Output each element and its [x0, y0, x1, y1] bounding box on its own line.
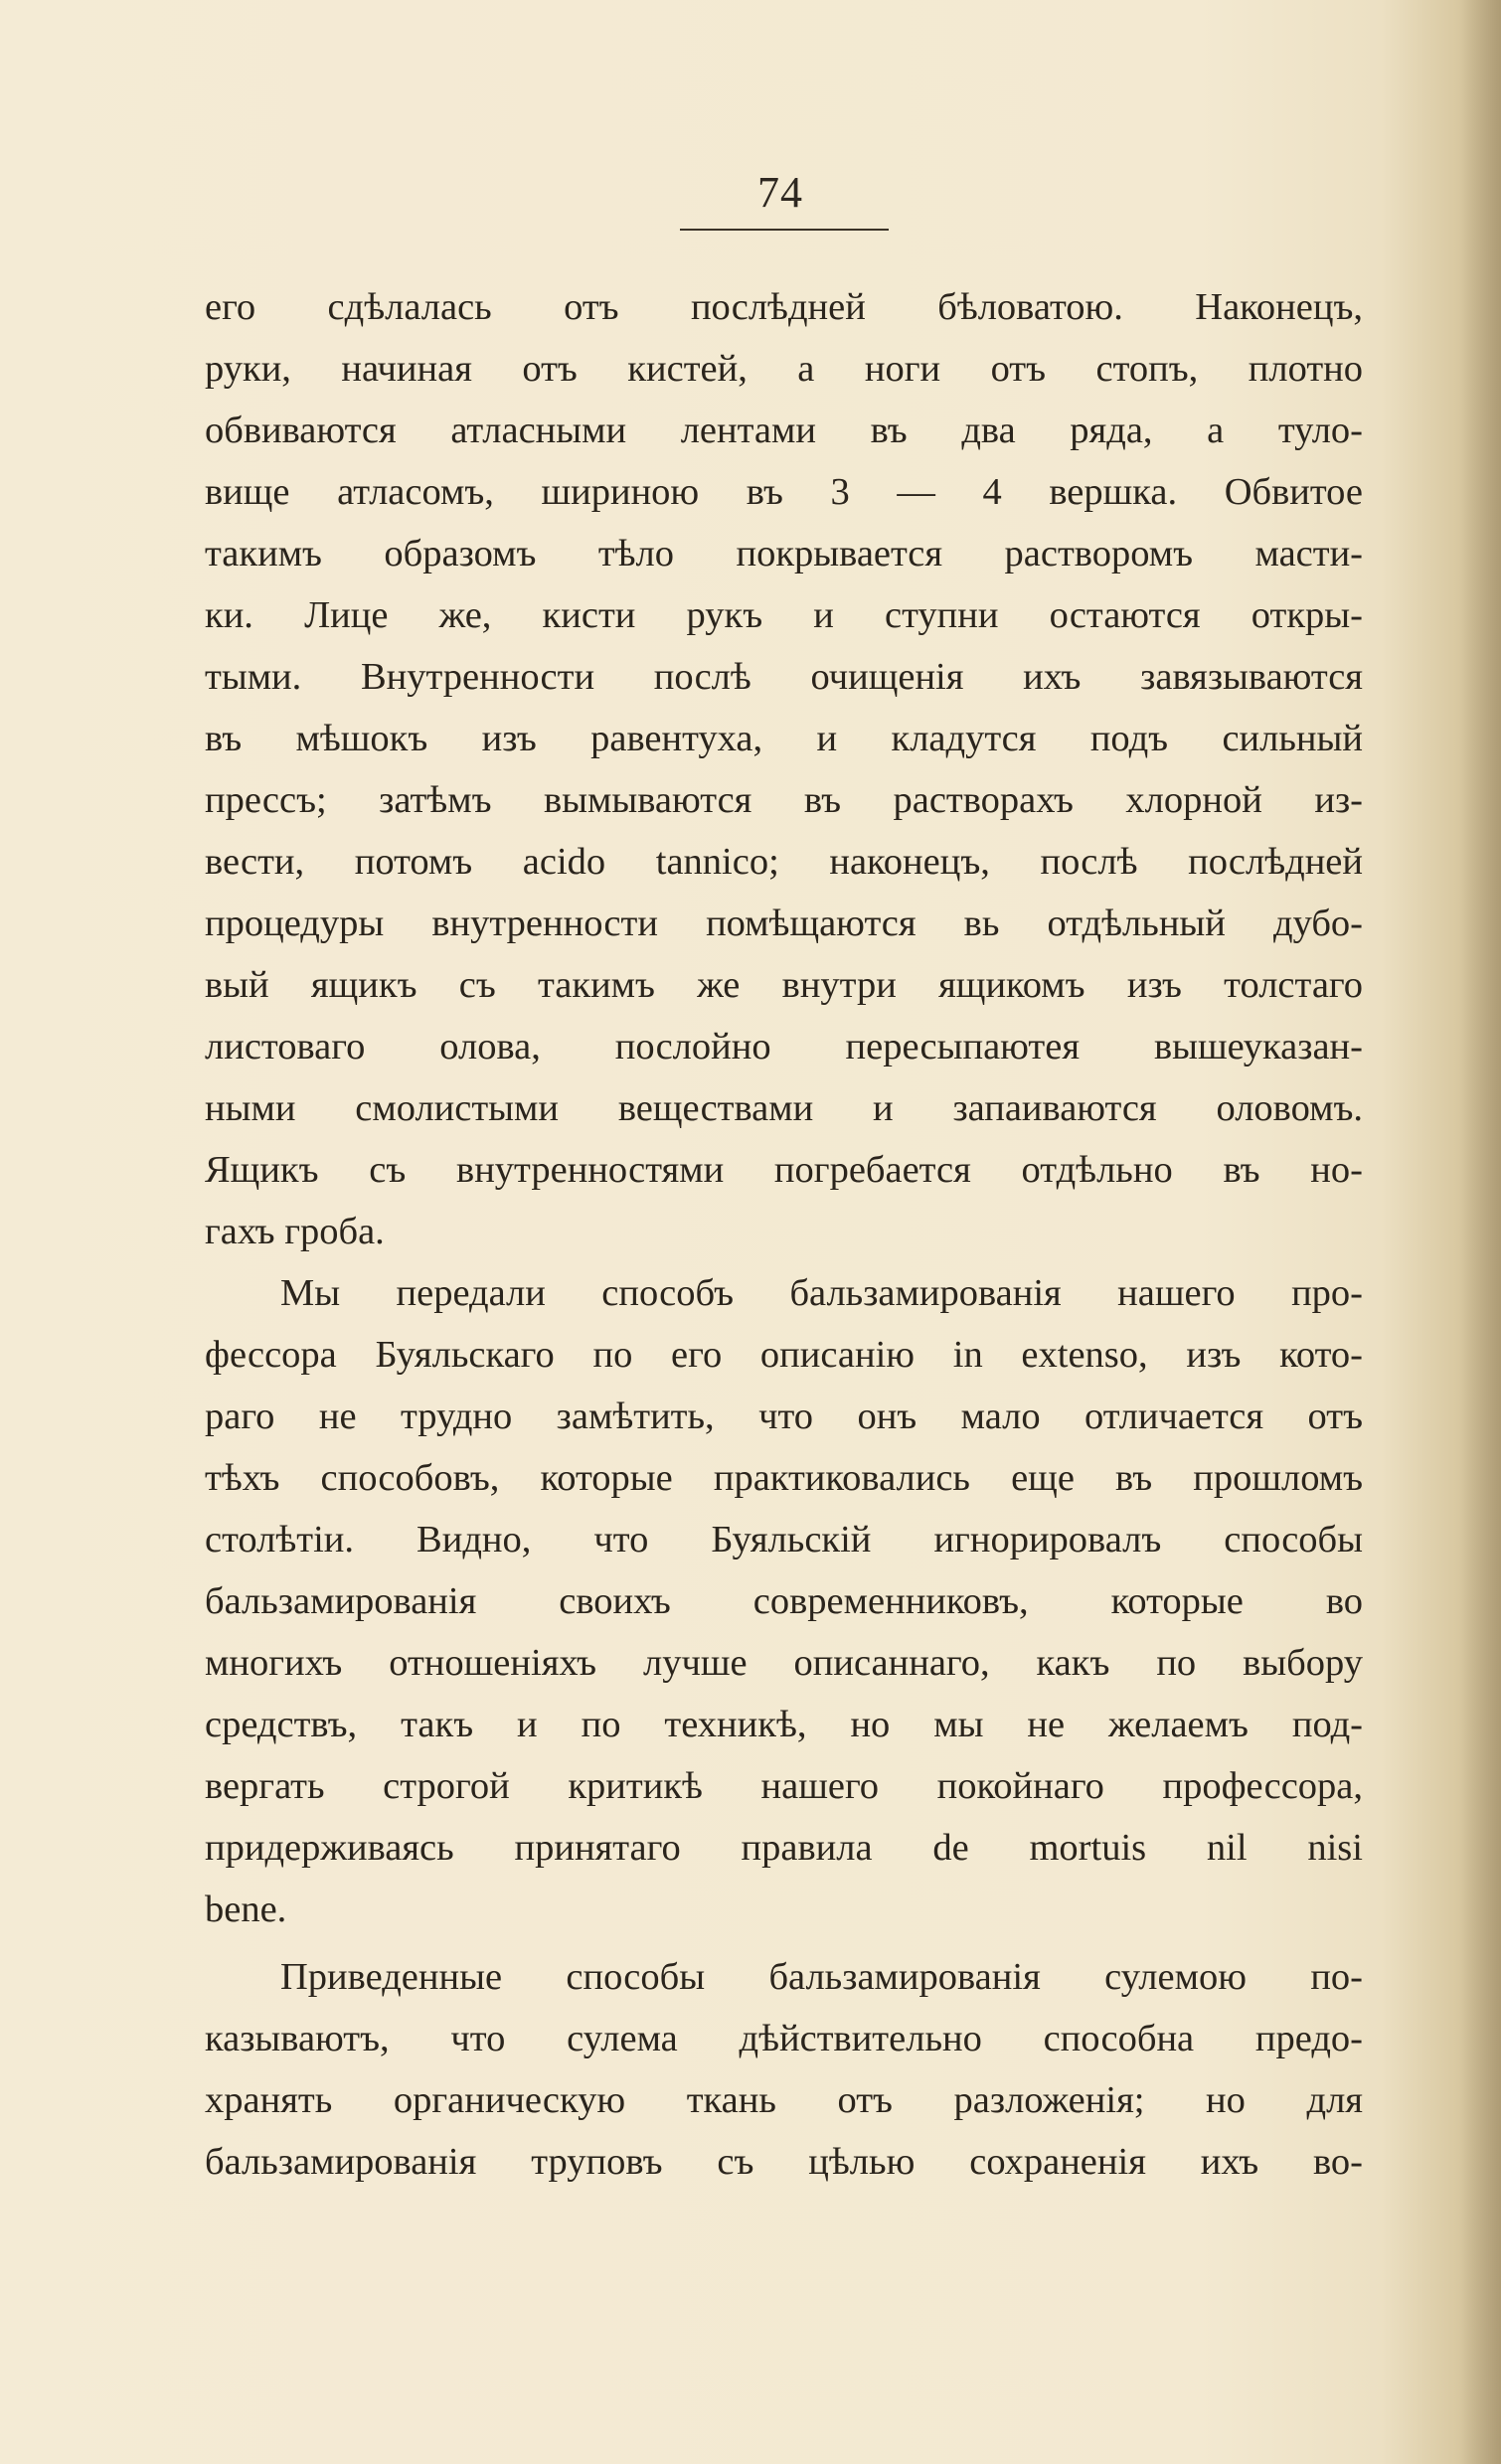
text-line: придерживаясь принятаго правила de mortuis nil nisi: [205, 1827, 1363, 1869]
text-line: вести, потомъ acido tannico; наконецъ, послѣ послѣдней: [205, 841, 1363, 883]
text-line: тѣхъ способовъ, которые практиковались еще въ прошломъ: [205, 1457, 1363, 1499]
text-line: средствъ, такъ и по техникѣ, но мы не желаемъ под-: [205, 1704, 1363, 1745]
paragraph: [205, 1946, 1363, 2193]
text-line: ными смолистыми веществами и запаиваются оловомъ.: [205, 1087, 1363, 1129]
text-line: въ мѣшокъ изъ равентуха, и кладутся подъ сильный: [205, 718, 1363, 759]
text-line: bene.: [205, 1889, 287, 1930]
page-edge-shadow: [1461, 0, 1501, 2464]
text-line: столѣтіи. Видно, что Буяльскій игнорировалъ способы: [205, 1519, 1363, 1561]
text-line: бальзамированія своихъ современниковъ, которые во: [205, 1580, 1363, 1622]
text-line: фессора Буяльскаго по его описанію in extenso, изъ кото-: [205, 1334, 1363, 1376]
text-line: многихъ отношеніяхъ лучше описаннаго, какъ по выбору: [205, 1642, 1363, 1684]
text-line: его сдѣлалась отъ послѣдней бѣловатою. Наконецъ,: [205, 286, 1363, 328]
text-line: бальзамированія труповъ съ цѣлью сохраненія ихъ во-: [205, 2141, 1363, 2183]
text-line: вергать строгой критикѣ нашего покойнаго профессора,: [205, 1765, 1363, 1807]
text-line: Приведенные способы бальзамированія сулемою по-: [280, 1956, 1363, 1998]
paragraph: [205, 1262, 1363, 1940]
page-number: 74: [757, 168, 803, 217]
header-rule: [680, 229, 889, 231]
text-line: тыми. Внутренности послѣ очищенія ихъ завязываются: [205, 656, 1363, 698]
text-line: листоваго олова, послойно пересыпаютея вышеуказан-: [205, 1026, 1363, 1068]
body-text: [205, 276, 1363, 2193]
text-line: обвиваются атласными лентами въ два ряда, а туло-: [205, 410, 1363, 451]
text-line: Мы передали способъ бальзамированія нашего про-: [280, 1272, 1363, 1314]
text-line: хранять органическую ткань отъ разложенія; но для: [205, 2079, 1363, 2121]
text-line: процедуры внутренности помѣщаются вь отдѣльный дубо-: [205, 903, 1363, 944]
text-line: казываютъ, что сулема дѣйствительно способна предо-: [205, 2018, 1363, 2059]
text-line: такимъ образомъ тѣло покрывается растворомъ масти-: [205, 533, 1363, 575]
text-line: Ящикъ съ внутренностями погребается отдѣльно въ но-: [205, 1149, 1363, 1191]
text-line: руки, начиная отъ кистей, а ноги отъ стопъ, плотно: [205, 348, 1363, 390]
text-line: раго не трудно замѣтить, что онъ мало отличается отъ: [205, 1396, 1363, 1437]
text-line: ки. Лице же, кисти рукъ и ступни остаются откры-: [205, 594, 1363, 636]
text-line: прессъ; затѣмъ вымываются въ растворахъ хлорной из-: [205, 779, 1363, 821]
text-line: вище атласомъ, шириною въ 3 — 4 вершка. Обвитое: [205, 471, 1363, 513]
paragraph: [205, 276, 1363, 1262]
text-line: вый ящикъ съ такимъ же внутри ящикомъ изъ толстаго: [205, 964, 1363, 1006]
text-line: гахъ гроба.: [205, 1211, 385, 1252]
